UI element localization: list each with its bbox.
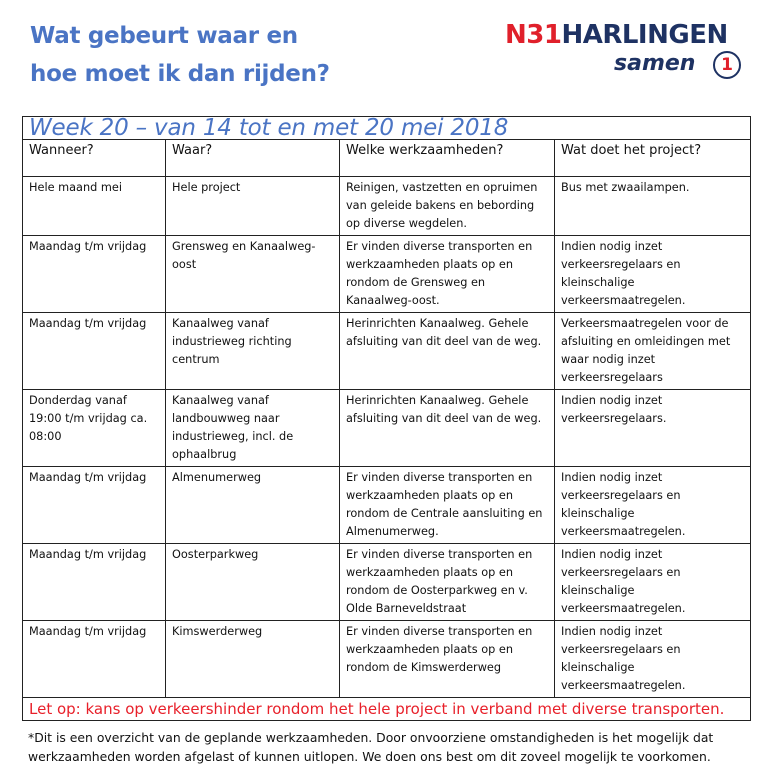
cell-where: Almenumerweg <box>166 467 340 544</box>
cell-where: Kanaalweg vanaf landbouwweg naar industrieweg, incl. de ophaalbrug <box>166 390 340 467</box>
cell-when: Maandag t/m vrijdag <box>23 236 166 313</box>
warning-row <box>23 698 751 721</box>
title-line-1: Wat gebeurt waar en <box>30 23 298 49</box>
table-row <box>23 390 751 467</box>
cell-what: Er vinden diverse transporten en werkzaamheden plaats op en rondom de Kimswerderweg <box>340 621 555 698</box>
title-line-2: hoe moet ik dan rijden? <box>30 61 330 87</box>
cell-where: Grensweg en Kanaalweg-oost <box>166 236 340 313</box>
warning-text: Let op: kans op verkeershinder rondom het hele project in verband met diverse transporten. <box>23 698 751 721</box>
table-row <box>23 621 751 698</box>
cell-when: Hele maand mei <box>23 177 166 236</box>
column-header-what: Welke werkzaamheden? <box>340 140 555 177</box>
cell-when: Maandag t/m vrijdag <box>23 467 166 544</box>
week-title: Week 20 – van 14 tot en met 20 mei 2018 <box>23 117 751 140</box>
logo-wordmark <box>505 20 728 50</box>
logo-name: HARLINGEN <box>561 20 728 50</box>
table-row <box>23 177 751 236</box>
cell-project: Verkeersmaatregelen voor de afsluiting en omleidingen met waar nodig inzet verkeersregelaars <box>555 313 751 390</box>
cell-what: Herinrichten Kanaalweg. Gehele afsluiting van dit deel van de weg. <box>340 390 555 467</box>
footnote: *Dit is een overzicht van de geplande werkzaamheden. Door onvoorziene omstandigheden is het mogelijk dat werkzaamheden worden afgelast of kunnen uitlopen. We doen ons best om dit zoveel mogelijk te voorkomen. <box>28 730 714 764</box>
column-header-when: Wanneer? <box>23 140 166 177</box>
cell-where: Kimswerderweg <box>166 621 340 698</box>
logo-circle-one: 1 <box>713 51 741 79</box>
cell-project: Indien nodig inzet verkeersregelaars en kleinschalige verkeersmaatregelen. <box>555 621 751 698</box>
cell-what: Er vinden diverse transporten en werkzaamheden plaats op en rondom de Oosterparkweg en v. Olde Barneveldstraat <box>340 544 555 621</box>
cell-when: Maandag t/m vrijdag <box>23 621 166 698</box>
cell-what: Herinrichten Kanaalweg. Gehele afsluiting van dit deel van de weg. <box>340 313 555 390</box>
logo-n: N <box>505 20 527 50</box>
cell-when: Donderdag vanaf 19:00 t/m vrijdag ca. 08:00 <box>23 390 166 467</box>
cell-project: Indien nodig inzet verkeersregelaars en kleinschalige verkeersmaatregelen. <box>555 236 751 313</box>
column-header-where: Waar? <box>166 140 340 177</box>
cell-when: Maandag t/m vrijdag <box>23 313 166 390</box>
cell-where: Kanaalweg vanaf industrieweg richting centrum <box>166 313 340 390</box>
cell-project: Indien nodig inzet verkeersregelaars. <box>555 390 751 467</box>
header-row <box>23 140 751 177</box>
cell-project: Indien nodig inzet verkeersregelaars en kleinschalige verkeersmaatregelen. <box>555 467 751 544</box>
page-title <box>30 17 330 93</box>
week-title-row <box>23 117 751 140</box>
cell-where: Hele project <box>166 177 340 236</box>
table-row <box>23 236 751 313</box>
n31-harlingen-logo <box>505 20 745 82</box>
cell-when: Maandag t/m vrijdag <box>23 544 166 621</box>
logo-samen: samen <box>614 51 696 76</box>
cell-project: Bus met zwaailampen. <box>555 177 751 236</box>
column-header-project: Wat doet het project? <box>555 140 751 177</box>
cell-what: Reinigen, vastzetten en opruimen van geleide bakens en bebording op diverse wegdelen. <box>340 177 555 236</box>
cell-what: Er vinden diverse transporten en werkzaamheden plaats op en rondom de Grensweg en Kanaalweg-oost. <box>340 236 555 313</box>
table-row <box>23 467 751 544</box>
cell-where: Oosterparkweg <box>166 544 340 621</box>
table-row <box>23 544 751 621</box>
cell-what: Er vinden diverse transporten en werkzaamheden plaats op en rondom de Centrale aansluiting en Almenumerweg. <box>340 467 555 544</box>
logo-number: 31 <box>526 20 562 50</box>
table-row <box>23 313 751 390</box>
schedule-table <box>22 116 751 721</box>
cell-project: Indien nodig inzet verkeersregelaars en kleinschalige verkeersmaatregelen. <box>555 544 751 621</box>
